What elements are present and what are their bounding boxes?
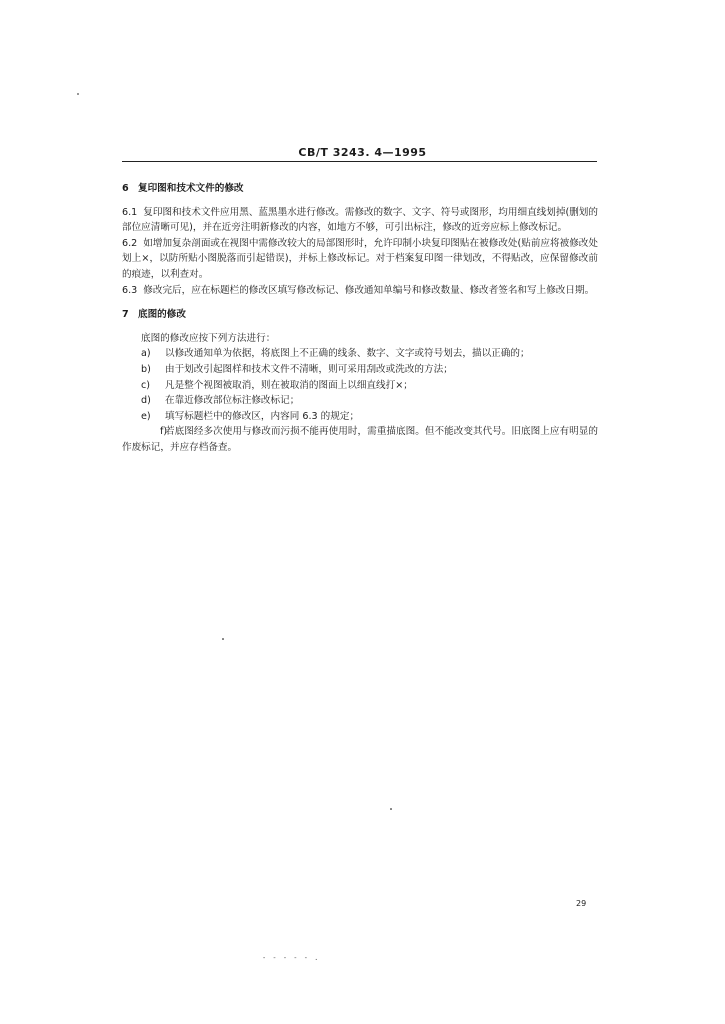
list-marker: a) [141,348,151,360]
list-item-b [122,362,598,378]
clause-6-3 [122,283,598,299]
list-item-text: 以修改通知单为依据，将底图上不正确的线条、数字、文字或符号划去，描以正确的； [165,348,530,360]
section-6-number: 6 [122,183,129,194]
list-marker: d) [141,395,151,407]
list-item-text: 填写标题栏中的修改区，内容同 6.3 的规定； [165,410,360,422]
list-item-text: 由于划改引起图样和技术文件不清晰，则可采用刮改或洗改的方法； [165,363,453,375]
list-marker: e) [141,410,151,422]
list-item-f [122,424,598,455]
list-item-d [122,393,598,409]
list-item-c [122,378,598,394]
clause-6-2 [122,236,598,283]
scan-marks: - - - - - . [262,954,320,962]
list-item-e [122,409,598,425]
standard-code-header: CB/T 3243. 4—1995 [298,146,427,159]
list-marker: f) [160,426,168,438]
list-marker: b) [141,363,151,375]
clause-6-1-number: 6.1 [122,206,138,218]
clause-6-1-text: 复印图和技术文件应用黑、蓝黑墨水进行修改。需修改的数字、文字、符号或图形，均用细直线划掉(删划的部位应清晰可见)，并在近旁注明新修改的内容，如地方不够，可引出标注，修改的近旁应标上修改标记。 [122,206,598,234]
section-6-title: 复印图和技术文件的修改 [138,183,244,194]
list-marker: c) [141,379,151,391]
clause-6-3-text: 修改完后，应在标题栏的修改区填写修改标记、修改通知单编号和修改数量、修改者签名和写上修改日期。 [143,284,595,296]
section-7-heading [122,307,598,323]
section-7-intro: 底图的修改应按下列方法进行： [141,332,276,344]
list-item-text: 若底图经多次使用与修改而污损不能再使用时，需重描底图。但不能改变其代号。旧底图上应有明显的作废标记，并应存档备查。 [122,426,598,453]
section-6-heading [122,181,598,197]
scan-speck [77,93,79,95]
section-7-number: 7 [122,309,129,321]
section-7-title: 底图的修改 [138,309,186,321]
clause-6-2-text: 如增加复杂剖面或在视图中需修改较大的局部图形时，允许印制小块复印图贴在被修改处(贴前应将被修改处划上×，以防所贴小图脱落而引起错误)，并标上修改标记。对于档案复印图一律划改，不得贴改，应保留修改前的痕迹，以利查对。 [122,237,598,280]
list-item-a [122,346,598,362]
list-item-text: 凡是整个视图被取消，则在被取消的图面上以细直线打×； [165,379,413,391]
page-number: 29 [576,899,587,908]
clause-6-3-number: 6.3 [122,284,138,296]
document-body [122,181,598,456]
list-item-text: 在靠近修改部位标注修改标记； [165,395,300,407]
scan-speck [222,638,224,640]
clause-6-2-number: 6.2 [122,237,138,249]
header-rule [122,161,597,162]
scan-speck [390,808,392,810]
clause-6-1 [122,205,598,236]
